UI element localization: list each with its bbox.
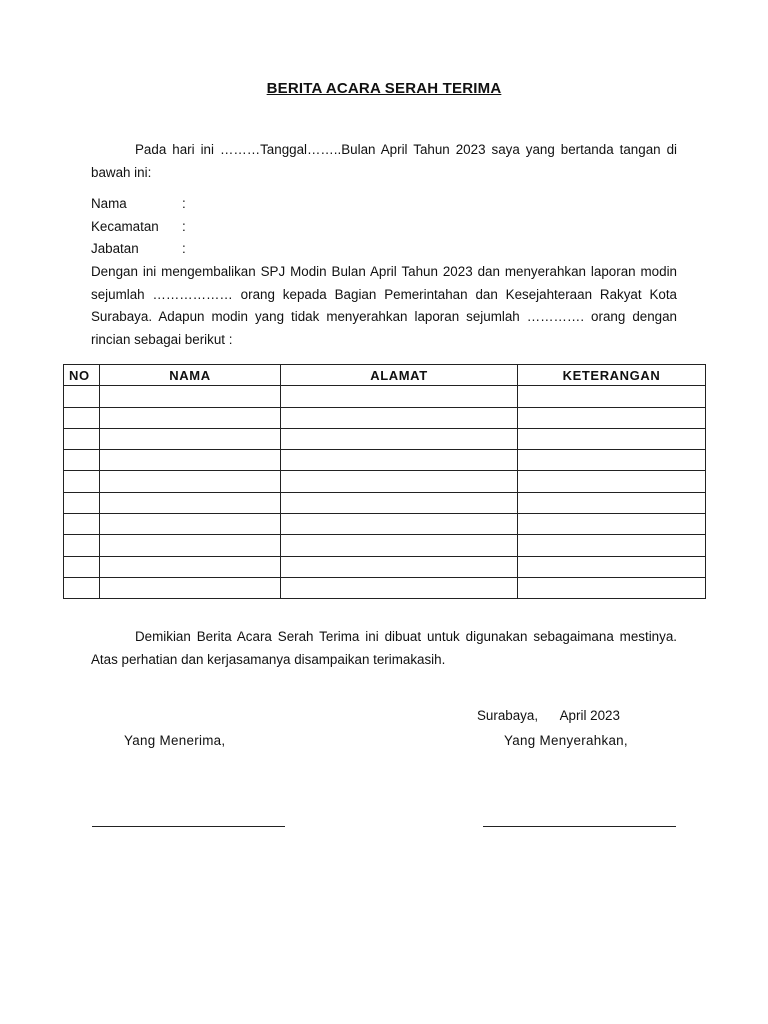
table-cell (518, 514, 706, 535)
table-cell (100, 514, 281, 535)
closing-paragraph (91, 626, 677, 671)
table-cell (100, 407, 281, 428)
table-row (64, 428, 706, 449)
table-cell (64, 535, 100, 556)
table-cell (64, 471, 100, 492)
table-body (64, 386, 706, 599)
table-cell (518, 492, 706, 513)
table-cell (281, 471, 518, 492)
table-row (64, 407, 706, 428)
table-cell (100, 386, 281, 407)
table-cell (518, 386, 706, 407)
field-colon: : (182, 241, 186, 257)
header-alamat: ALAMAT (281, 365, 518, 386)
table-cell (100, 535, 281, 556)
field-row-kecamatan (91, 216, 186, 239)
field-label: Jabatan (91, 241, 139, 257)
field-row-jabatan (91, 238, 186, 261)
table-cell (281, 577, 518, 598)
table-cell (518, 535, 706, 556)
table-cell (518, 471, 706, 492)
table-cell (518, 407, 706, 428)
table-cell (100, 556, 281, 577)
giver-signature-line (483, 826, 676, 827)
table-cell (281, 450, 518, 471)
table-cell (64, 492, 100, 513)
table-row (64, 514, 706, 535)
field-row-nama (91, 193, 186, 216)
table-row (64, 471, 706, 492)
table-cell (64, 386, 100, 407)
closing-text: Demikian Berita Acara Serah Terima ini dibuat untuk digunakan sebagaimana mestinya. Atas perhatian dan kerjasamanya disampaikan terimakasih. (91, 629, 677, 667)
table-cell (518, 577, 706, 598)
table-cell (281, 535, 518, 556)
receiver-signature-line (92, 826, 285, 827)
table-cell (281, 428, 518, 449)
table-cell (281, 556, 518, 577)
table-cell (281, 386, 518, 407)
table-cell (100, 492, 281, 513)
receiver-label: Yang Menerima, (124, 733, 226, 748)
table-cell (64, 450, 100, 471)
header-no: NO (64, 365, 100, 386)
place-date: Surabaya, April 2023 (477, 708, 620, 723)
identity-fields (91, 193, 186, 261)
table-cell (518, 450, 706, 471)
table-cell (64, 577, 100, 598)
table-cell (64, 514, 100, 535)
field-label: Nama (91, 196, 127, 211)
header-nama: NAMA (100, 365, 281, 386)
giver-label: Yang Menyerahkan, (504, 733, 628, 748)
table-row (64, 492, 706, 513)
table-cell (100, 450, 281, 471)
field-colon: : (182, 218, 186, 234)
table-cell (64, 428, 100, 449)
header-keterangan: KETERANGAN (518, 365, 706, 386)
recap-table (63, 364, 706, 599)
table-row (64, 556, 706, 577)
table-row (64, 450, 706, 471)
table-cell (281, 492, 518, 513)
table-row (64, 535, 706, 556)
table-row (64, 386, 706, 407)
table-header-row (64, 365, 706, 386)
table-row (64, 577, 706, 598)
table-cell (64, 556, 100, 577)
table-cell (100, 428, 281, 449)
table-cell (100, 471, 281, 492)
field-colon: : (182, 196, 186, 211)
table-cell (518, 556, 706, 577)
intro-paragraph (91, 139, 677, 184)
document-title: BERITA ACARA SERAH TERIMA (266, 80, 502, 97)
table-cell (64, 407, 100, 428)
table-cell (100, 577, 281, 598)
table-cell (518, 428, 706, 449)
table-cell (281, 407, 518, 428)
intro-text: Pada hari ini ………Tanggal……..Bulan April Tahun 2023 saya yang bertanda tangan di bawah ini: (91, 142, 677, 180)
body-paragraph: Dengan ini mengembalikan SPJ Modin Bulan April Tahun 2023 dan menyerahkan laporan modin sejumlah ……………… orang kepada Bagian Pemerintahan dan Kesejahteraan Rakyat Kota Surabaya. Adapun modin yang tidak menyerahkan laporan sejumlah …………. orang dengan rincian sebagai berikut : (91, 264, 677, 347)
table-cell (281, 514, 518, 535)
field-label: Kecamatan (91, 218, 159, 234)
